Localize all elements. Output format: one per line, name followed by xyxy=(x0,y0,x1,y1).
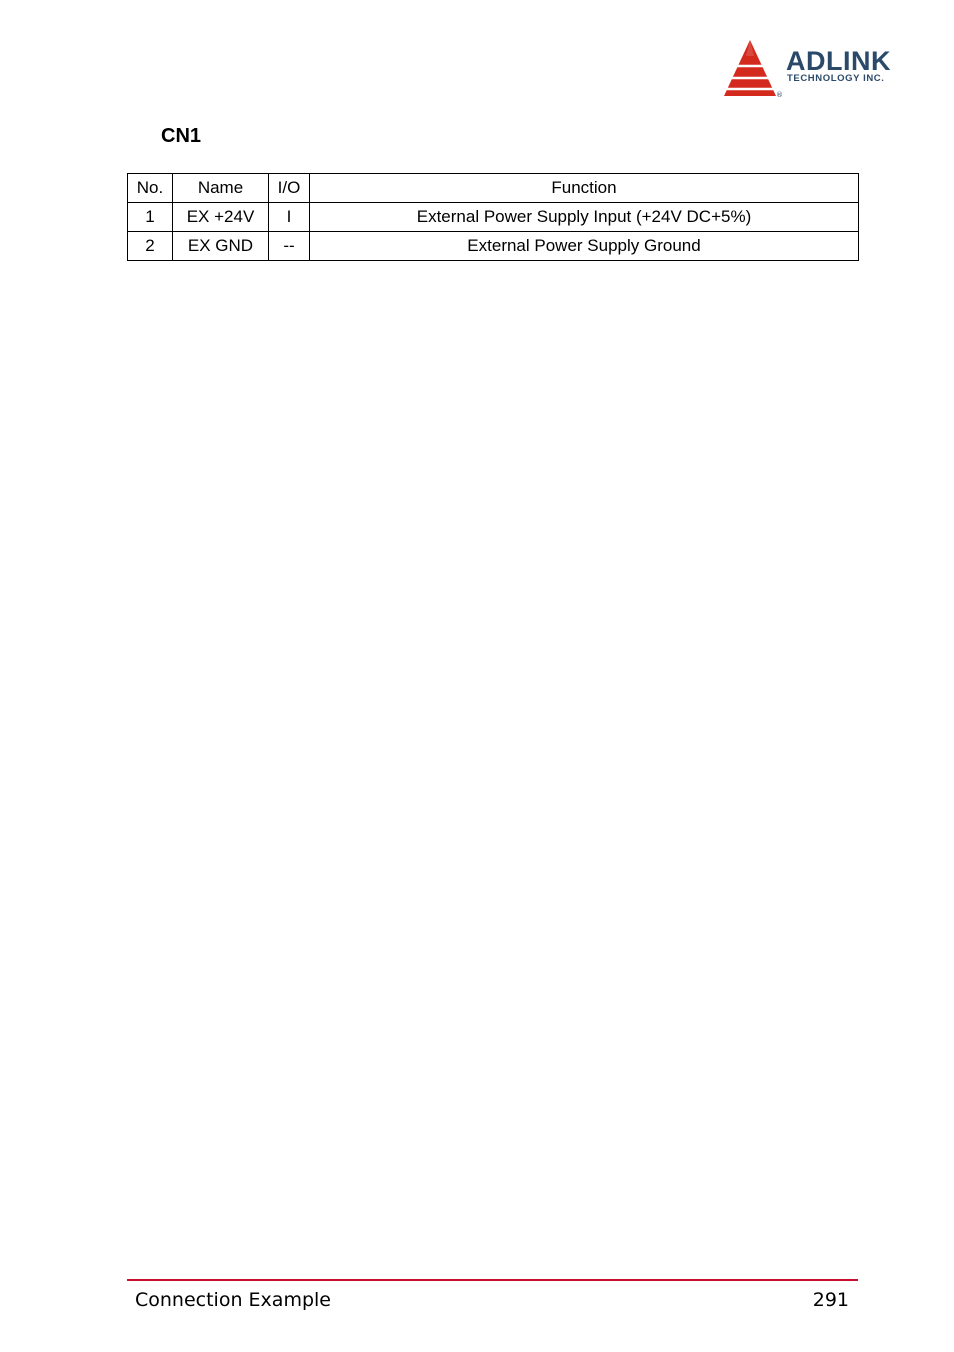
header-no: No. xyxy=(128,174,173,203)
cell-no: 2 xyxy=(128,232,173,261)
cell-io: I xyxy=(269,203,310,232)
header-name: Name xyxy=(173,174,269,203)
cell-name: EX +24V xyxy=(173,203,269,232)
logo-wordmark: ADLINK xyxy=(786,46,891,76)
cell-io: -- xyxy=(269,232,310,261)
cell-no: 1 xyxy=(128,203,173,232)
adlink-logo xyxy=(722,38,912,100)
logo-tagline: TECHNOLOGY INC. xyxy=(787,73,885,84)
cell-name: EX GND xyxy=(173,232,269,261)
section-title: CN1 xyxy=(161,125,202,147)
table-row xyxy=(128,203,859,232)
header-io: I/O xyxy=(269,174,310,203)
header-function: Function xyxy=(310,174,859,203)
pin-assignment-table xyxy=(127,173,859,261)
cell-function: External Power Supply Ground xyxy=(310,232,859,261)
table-header-row xyxy=(128,174,859,203)
page-number: 291 xyxy=(812,1289,849,1311)
cell-function: External Power Supply Input (+24V DC+5%) xyxy=(310,203,859,232)
registered-mark: ® xyxy=(776,91,783,99)
table-row xyxy=(128,232,859,261)
footer-section-title: Connection Example xyxy=(135,1289,331,1311)
footer-divider xyxy=(127,1279,858,1281)
triangle-logo-icon xyxy=(724,40,776,96)
